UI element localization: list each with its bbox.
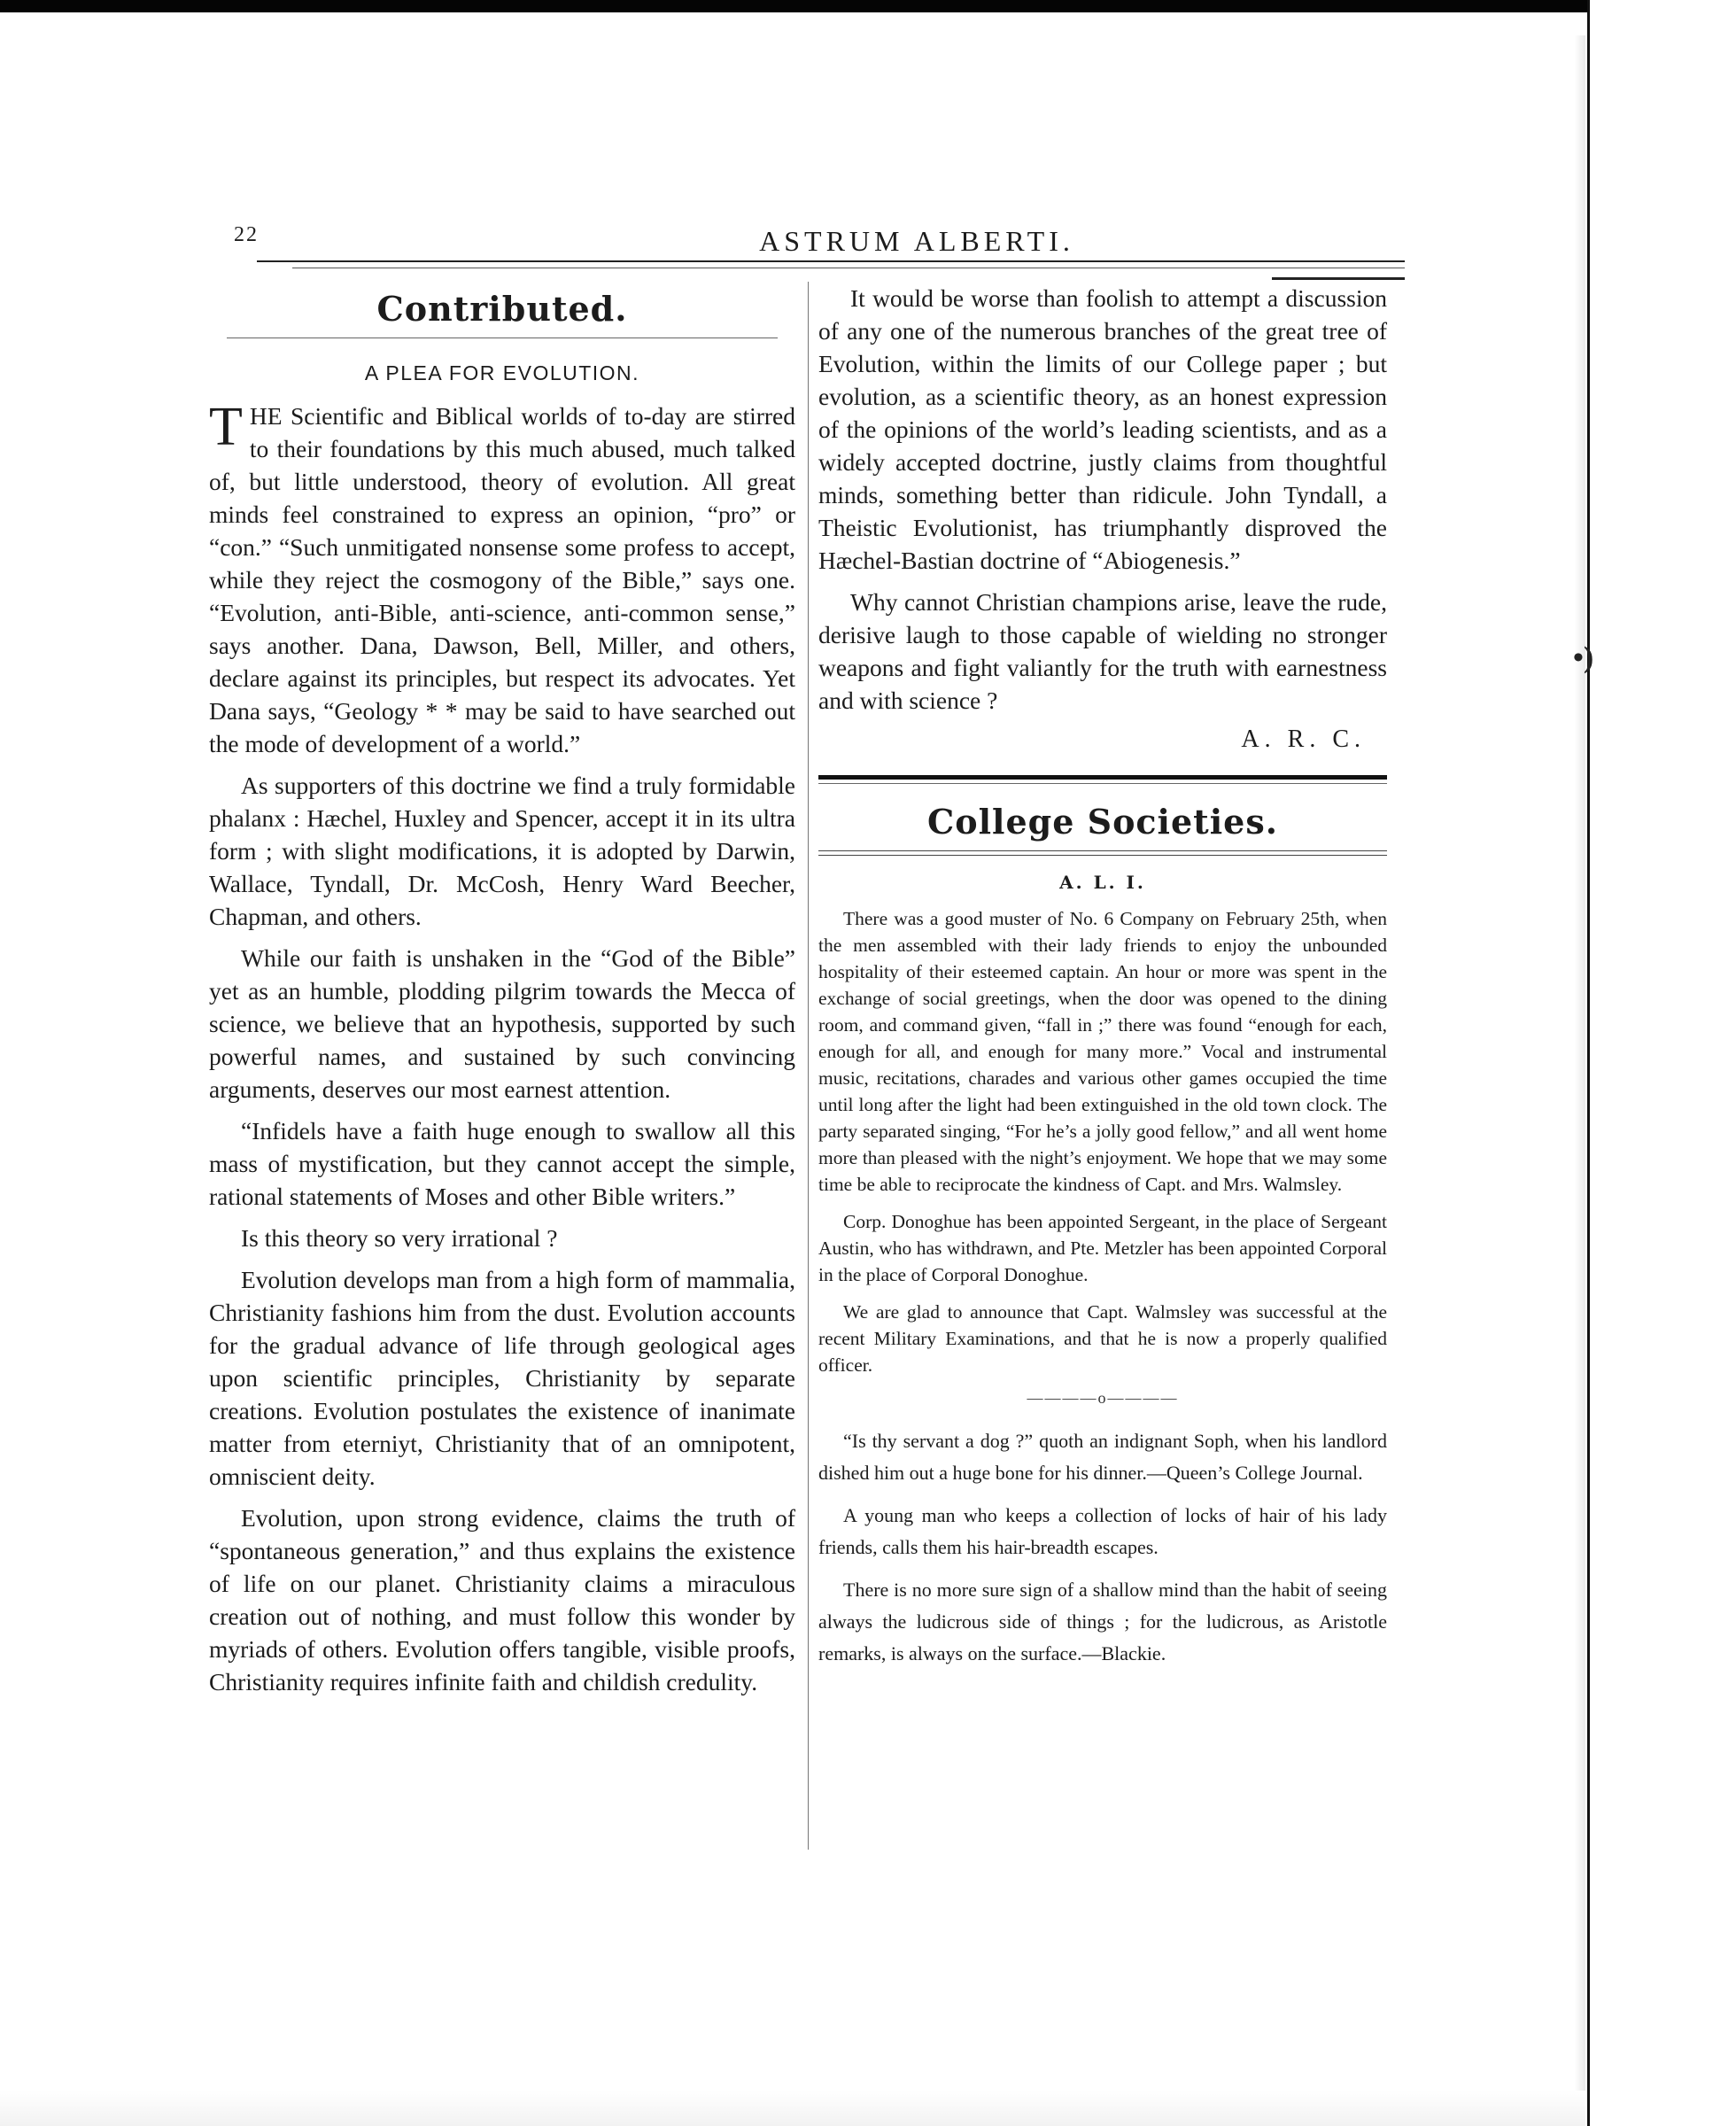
article-paragraph: While our faith is unshaken in the “God of the Bible” yet as an humble, plodding pilgrim towards the Mecca of science, we believe that an hypothesis, supported by such powerful names, and sustained by such convincing arguments, deserves our most earnest attention. — [209, 944, 795, 1103]
column-divider — [808, 282, 809, 1850]
section-heading-college-societies: College Societies. — [927, 802, 1278, 842]
article-paragraph: It would be worse than foolish to attempt a discussion of any one of the numerous branches of the great tree of Evolution, within the limits of our College paper ; but evolution, as a scientific theory, as an honest expression of the opinions of the world’s leading scientists, and as a widely accepted doctrine, justly claims from thoughtful minds, something better than ridicule. John Tyndall, a Theistic Evolutionist, has triumphantly disproved the Hæchel-Bastian doctrine of “Abiogenesis.” — [818, 284, 1387, 574]
heading-double-rule — [818, 850, 1387, 856]
section-rule-thin — [818, 783, 1387, 784]
article-paragraph: THE Scientific and Biblical worlds of to-day are stirred to their foundations by this much abused, much talked of, but little understood, theory of evolution. All great minds feel constrained to express an opinion, “pro” or “con.” “Such unmitigated nonsense some profess to accept, while they reject the cosmogony of the Bible,” says one. “Evolution, anti-Bible, anti-science, anti-common sense,” says another. Dana, Dawson, Bell, Miller, and others, declare against its principles, but respect its advocates. Yet Dana says, “Geology * * may be said to have searched out the mode of development of a world.” — [209, 397, 795, 757]
society-paragraph: There was a good muster of No. 6 Company on February 25th, when the men assembled with their lady friends to enjoy the unbounded hospitality of their esteemed captain. An hour or more was spent in the exchange of social greetings, when the door was opened to the dining room, and command given, “fall in ;” there was found “enough for each, enough for all, and enough for many more.” Vocal and instrumental music, recitations, charades and various other games occupied the time until long after the light had been extinguished in the old town clock. The party separated singing, “For he’s a jolly good fellow,” and all went home more than pleased with the night’s enjoyment. We hope that we may some time be able to reciprocate the kindness of Capt. and Mrs. Walmsley. — [818, 908, 1387, 1195]
scan-top-border — [0, 0, 1736, 12]
separator: ————o———— — [1027, 1389, 1179, 1407]
misc-paragraph: A young man who keeps a collection of locks of hair of his lady friends, calls them his hair-breadth escapes. — [818, 1504, 1387, 1558]
article-paragraph: Why cannot Christian champions arise, leave the rude, derisive laugh to those capable of wielding no stronger weapons and fight valiantly for the truth with earnestness and with science ? — [818, 588, 1387, 714]
right-column — [818, 282, 1387, 1680]
article-paragraph: “Infidels have a faith huge enough to swallow all this mass of mystification, but they cannot accept the simple, rational statements of Moses and other Bible writers.” — [209, 1117, 795, 1210]
article-paragraph: Is this theory so very irrational ? — [241, 1224, 558, 1252]
drop-cap: T — [209, 397, 243, 457]
header-rule-right — [1272, 277, 1405, 280]
page-gutter-shadow — [1575, 35, 1585, 2099]
author-signature: A. R. C. — [1241, 725, 1366, 753]
misc-paragraph: There is no more sure sign of a shallow mind than the habit of seeing always the ludicrous side of things ; for the ludicrous, as Aristotle remarks, is always on the surface.—Blackie. — [818, 1579, 1387, 1664]
article-paragraph: As supporters of this doctrine we find a truly formidable phalanx : Hæchel, Huxley and Spencer, accept it in its ultra form ; with slight modifications, it is adopted by Darwin, Wallace, Tyndall, Dr. McCosh, Henry Ward Beecher, Chapman, and others. — [209, 772, 795, 930]
page-number: 22 — [234, 223, 259, 246]
section-rule-thick — [818, 775, 1387, 780]
article-paragraph: Evolution develops man from a high form of mammalia, Christianity fashions him from the dust. Evolution accounts for the gradual advance of life through geological ages upon scientific principles, Christianity by separate creations. Evolution postulates the existence of inanimate matter from eterniyt, Christianity that of an omnipotent, omniscient deity. — [209, 1266, 795, 1490]
running-title: ASTRUM ALBERTI. — [759, 225, 1074, 257]
facing-page-edge — [1587, 0, 1736, 2126]
header-rule-top — [257, 260, 1405, 262]
society-paragraph: We are glad to announce that Capt. Walmsley was successful at the recent Military Examinations, and that he is now a properly qualified officer. — [818, 1301, 1387, 1376]
section-heading-contributed: Contributed. — [376, 289, 628, 329]
edge-mark: •) — [1573, 641, 1594, 674]
left-column — [209, 282, 795, 1707]
scan-bottom-shade — [0, 2091, 1585, 2126]
article-title: A PLEA FOR EVOLUTION. — [364, 361, 640, 384]
misc-paragraph: “Is thy servant a dog ?” quoth an indignant Soph, when his landlord dished him out a huge bone for his dinner.—Queen’s College Journal. — [818, 1430, 1387, 1484]
society-title: A. L. I. — [1059, 872, 1146, 893]
article-paragraph: Evolution, upon strong evidence, claims the truth of “spontaneous generation,” and thus explains the existence of life on our planet. Christianity claims a miraculous creation out of nothing, and must follow this wonder by myriads of others. Evolution offers tangible, visible proofs, Christianity requires infinite faith and childish credulity. — [209, 1504, 795, 1695]
society-paragraph: Corp. Donoghue has been appointed Sergeant, in the place of Sergeant Austin, who has withdrawn, and Pte. Metzler has been appointed Corporal in the place of Corporal Donoghue. — [818, 1211, 1387, 1285]
